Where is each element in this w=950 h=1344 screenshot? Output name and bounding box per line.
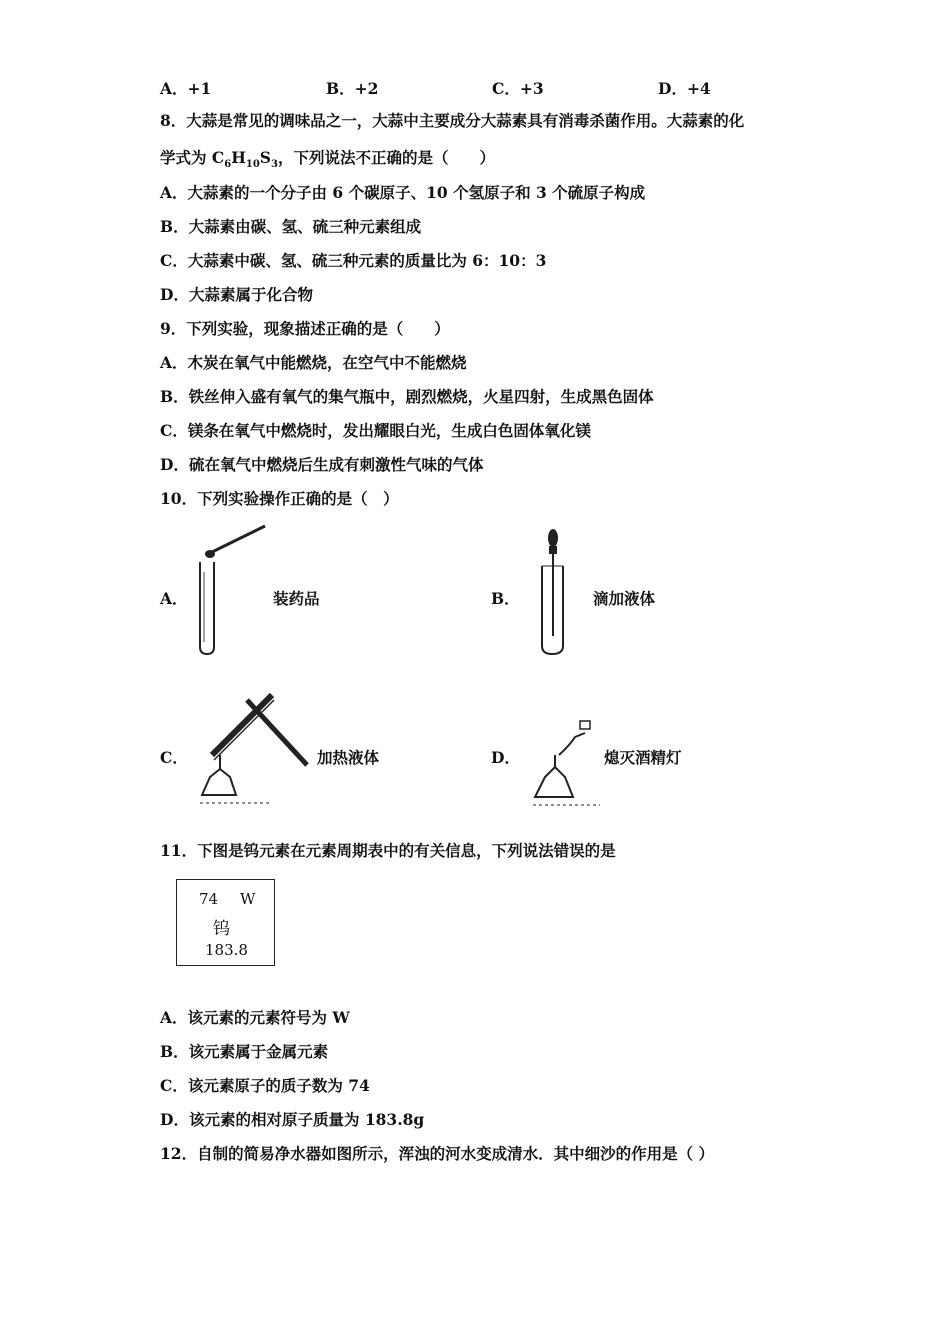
element-card [176,879,275,966]
q7-option-c: C．+3 [492,79,544,98]
q12-stem: 12．自制的简易净水器如图所示，浑浊的河水变成清水．其中细沙的作用是（ ） [160,1144,714,1163]
dropper-tube-illustration [530,526,575,661]
q8-option-d: D．大蒜素属于化合物 [160,285,313,304]
q9-option-d: D．硫在氧气中燃烧后生成有刺激性气味的气体 [160,455,484,474]
q8-stem-suffix: ，下列说法不正确的是（ ） [277,148,495,167]
q8-formula-sub6: 6 [224,159,232,171]
q11-option-c: C．该元素原子的质子数为 74 [160,1076,370,1095]
q9-option-c: C．镁条在氧气中燃烧时，发出耀眼白光，生成白色固体氧化镁 [160,421,591,440]
test-tube-loading-illustration [190,522,270,657]
q8-formula-sub10: 10 [245,159,260,171]
q8-formula-h: H [231,148,246,167]
q10-option-d-letter: D． [491,748,520,767]
q9-option-b: B．铁丝伸入盛有氧气的集气瓶中，剧烈燃烧，火星四射，生成黑色固体 [160,387,654,406]
q7-option-d: D．+4 [658,79,711,98]
q10-option-a-letter: A． [160,589,188,608]
q7-option-b: B．+2 [326,79,379,98]
element-atomic-number: 74 [199,890,219,908]
heating-liquid-illustration [192,685,317,810]
q11-option-d: D．该元素的相对原子质量为 183.8g [160,1110,425,1129]
q9-stem: 9．下列实验，现象描述正确的是（ ） [160,319,450,338]
q8-formula-sub3: 3 [270,159,278,171]
q8-stem-line1: 8．大蒜是常见的调味品之一，大蒜中主要成分大蒜素具有消毒杀菌作用。大蒜素的化 [160,111,745,130]
q8-option-b: B．大蒜素由碳、氢、硫三种元素组成 [160,217,422,236]
element-atomic-mass: 183.8 [205,941,248,959]
q10-option-d-caption: 熄灭酒精灯 [604,748,682,767]
q8-stem-line2 [160,148,495,175]
q10-option-b-caption: 滴加液体 [593,589,656,608]
extinguishing-lamp-illustration [525,715,603,810]
q8-option-c: C．大蒜素中碳、氢、硫三种元素的质量比为 6：10：3 [160,251,547,270]
q10-stem: 10．下列实验操作正确的是（ ） [160,489,399,508]
q8-option-a: A．大蒜素的一个分子由 6 个碳原子、10 个氢原子和 3 个硫原子构成 [160,183,646,202]
element-name: 钨 [213,919,230,939]
q8-formula-prefix: 学式为 C [160,148,225,167]
q10-option-c-caption: 加热液体 [317,748,380,767]
q11-option-b: B．该元素属于金属元素 [160,1042,329,1061]
q10-option-a-caption: 装药品 [273,589,320,608]
q10-option-b-letter: B． [491,589,520,608]
element-symbol: W [240,890,256,908]
q9-option-a: A．木炭在氧气中能燃烧，在空气中不能燃烧 [160,353,467,372]
q11-stem: 11．下图是钨元素在元素周期表中的有关信息，下列说法错误的是 [160,841,616,860]
q7-option-a: A．+1 [160,79,212,98]
q10-option-c-letter: C． [160,748,188,767]
q8-formula-s: S [259,148,271,167]
q11-option-a: A．该元素的元素符号为 W [160,1008,350,1027]
